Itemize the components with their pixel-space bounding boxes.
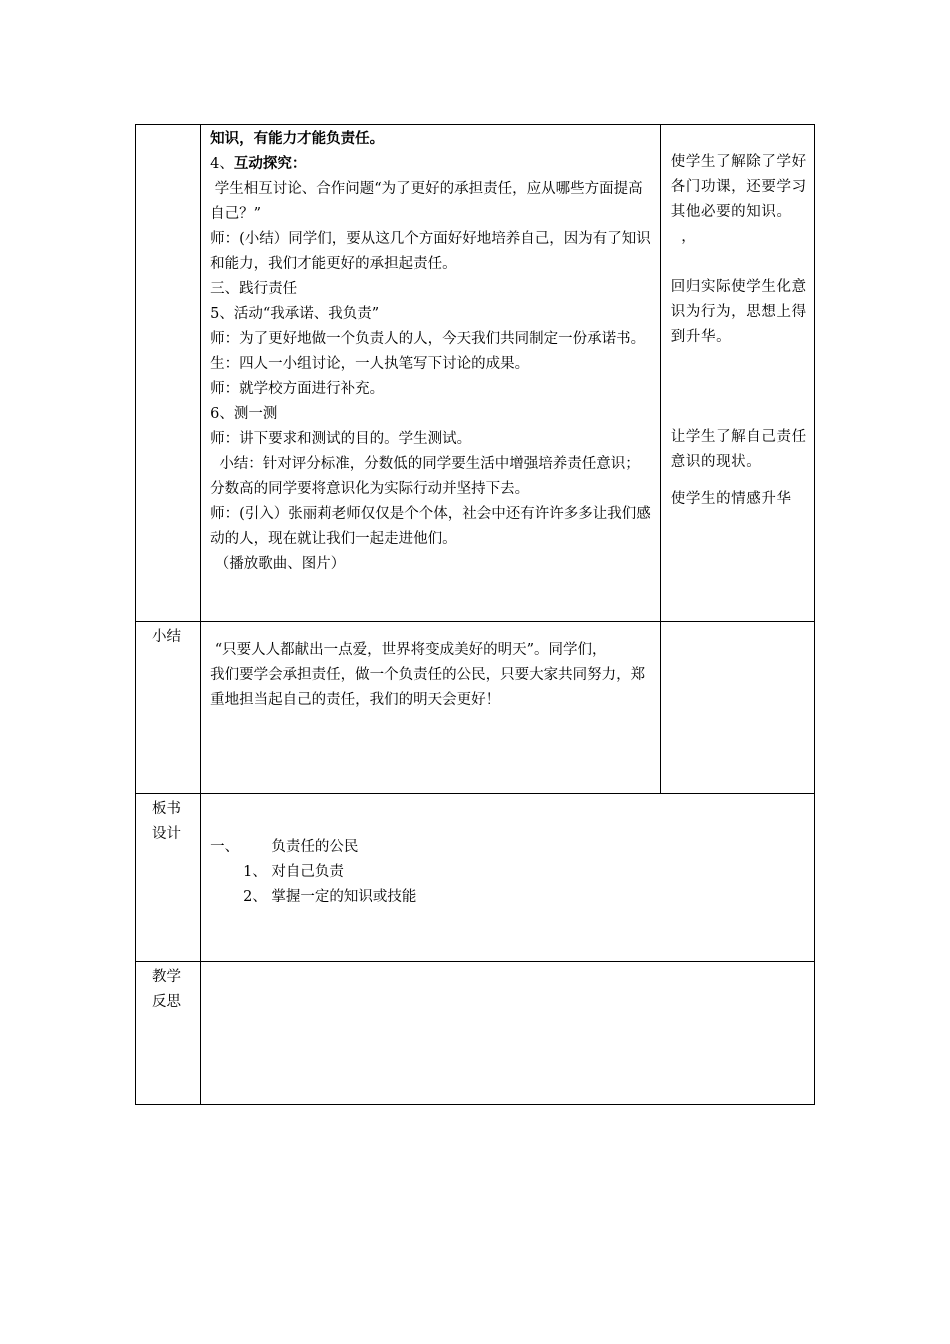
- summary-content-cell: [201, 622, 661, 794]
- process-line: 三、践行责任: [210, 281, 298, 297]
- reflection-content-cell: [201, 962, 815, 1105]
- design-note: 让学生了解自己责任意识的现状。: [670, 429, 807, 470]
- lesson-plan-table: [135, 124, 815, 1105]
- design-note: 回归实际使学生化意识为行为，思想上得到升华。: [670, 279, 807, 345]
- process-content-cell: [201, 125, 661, 622]
- reflection-label-cell: [136, 962, 201, 1105]
- spacer: [671, 400, 808, 425]
- board-design-label-cell: [136, 794, 201, 962]
- process-line: 学生相互讨论、合作问题“为了更好的承担责任，应从哪些方面提高自己？”: [210, 181, 643, 222]
- process-line: 6、测一测: [210, 406, 278, 422]
- design-note: 使学生了解除了学好各门功课，还要学习其他必要的知识。: [670, 154, 807, 220]
- process-line: 师：(引入）张丽莉老师仅仅是个个体，社会中还有许许多多让我们感动的人，现在就让我们一起走进他们。: [210, 506, 651, 547]
- spacer: [671, 250, 808, 275]
- process-line: 生：四人一小组讨论，一人执笔写下讨论的成果。: [210, 356, 530, 372]
- board-design-row: [136, 794, 815, 962]
- board-design-label: 设计: [152, 826, 181, 842]
- process-line-heading: 互动探究：: [233, 155, 307, 172]
- spacer: [671, 375, 808, 400]
- process-line: （播放歌曲、图片）: [210, 556, 346, 572]
- summary-notes-cell: [660, 622, 814, 794]
- summary-label-cell: [136, 622, 201, 794]
- process-notes-cell: [660, 125, 814, 622]
- summary-row: [136, 622, 815, 794]
- spacer: [671, 350, 808, 375]
- summary-line: “只要人人都献出一点爱，世界将变成美好的明天”。同学们，: [210, 642, 607, 658]
- summary-label: 小结: [152, 629, 181, 645]
- process-label-cell: [136, 125, 201, 622]
- process-line: 师：(小结）同学们，要从这几个方面好好地培养自己，因为有了知识和能力，我们才能更好的承担起责任。: [210, 231, 651, 272]
- board-item: 1、 对自己负责: [243, 864, 344, 880]
- process-line: 师：讲下要求和测试的目的。学生测试。: [210, 431, 472, 447]
- process-line: [210, 151, 652, 177]
- summary-line: 我们要学会承担责任，做一个负责任的公民，只要大家共同努力，郑重地担当起自己的责任，我们的明天会更好！: [210, 667, 646, 708]
- design-note: ，: [670, 229, 697, 245]
- process-line: 师：就学校方面进行补充。: [210, 381, 385, 397]
- process-line: 师：为了更好地做一个负责人的人，今天我们共同制定一份承诺书。: [210, 331, 646, 347]
- design-note: 使学生的情感升华: [670, 491, 792, 507]
- process-line: 5、活动“我承诺、我负责”: [210, 306, 380, 322]
- reflection-row: [136, 962, 815, 1105]
- process-line: 小结：针对评分标准，分数低的同学要生活中增强培养责任意识；分数高的同学要将意识化为实际行动并坚持下去。: [210, 456, 640, 497]
- spacer: [671, 475, 808, 487]
- board-design-label: 板书: [152, 801, 181, 817]
- process-line-number: 4、: [210, 156, 234, 172]
- board-item: 2、 掌握一定的知识或技能: [243, 889, 417, 905]
- board-heading: 一、 负责任的公民: [210, 839, 359, 855]
- reflection-label: 反思: [152, 994, 181, 1010]
- board-design-content-cell: [201, 794, 815, 962]
- reflection-label: 教学: [152, 969, 181, 985]
- process-line: 知识，有能力才能负责任。: [210, 130, 385, 147]
- process-row: [136, 125, 815, 622]
